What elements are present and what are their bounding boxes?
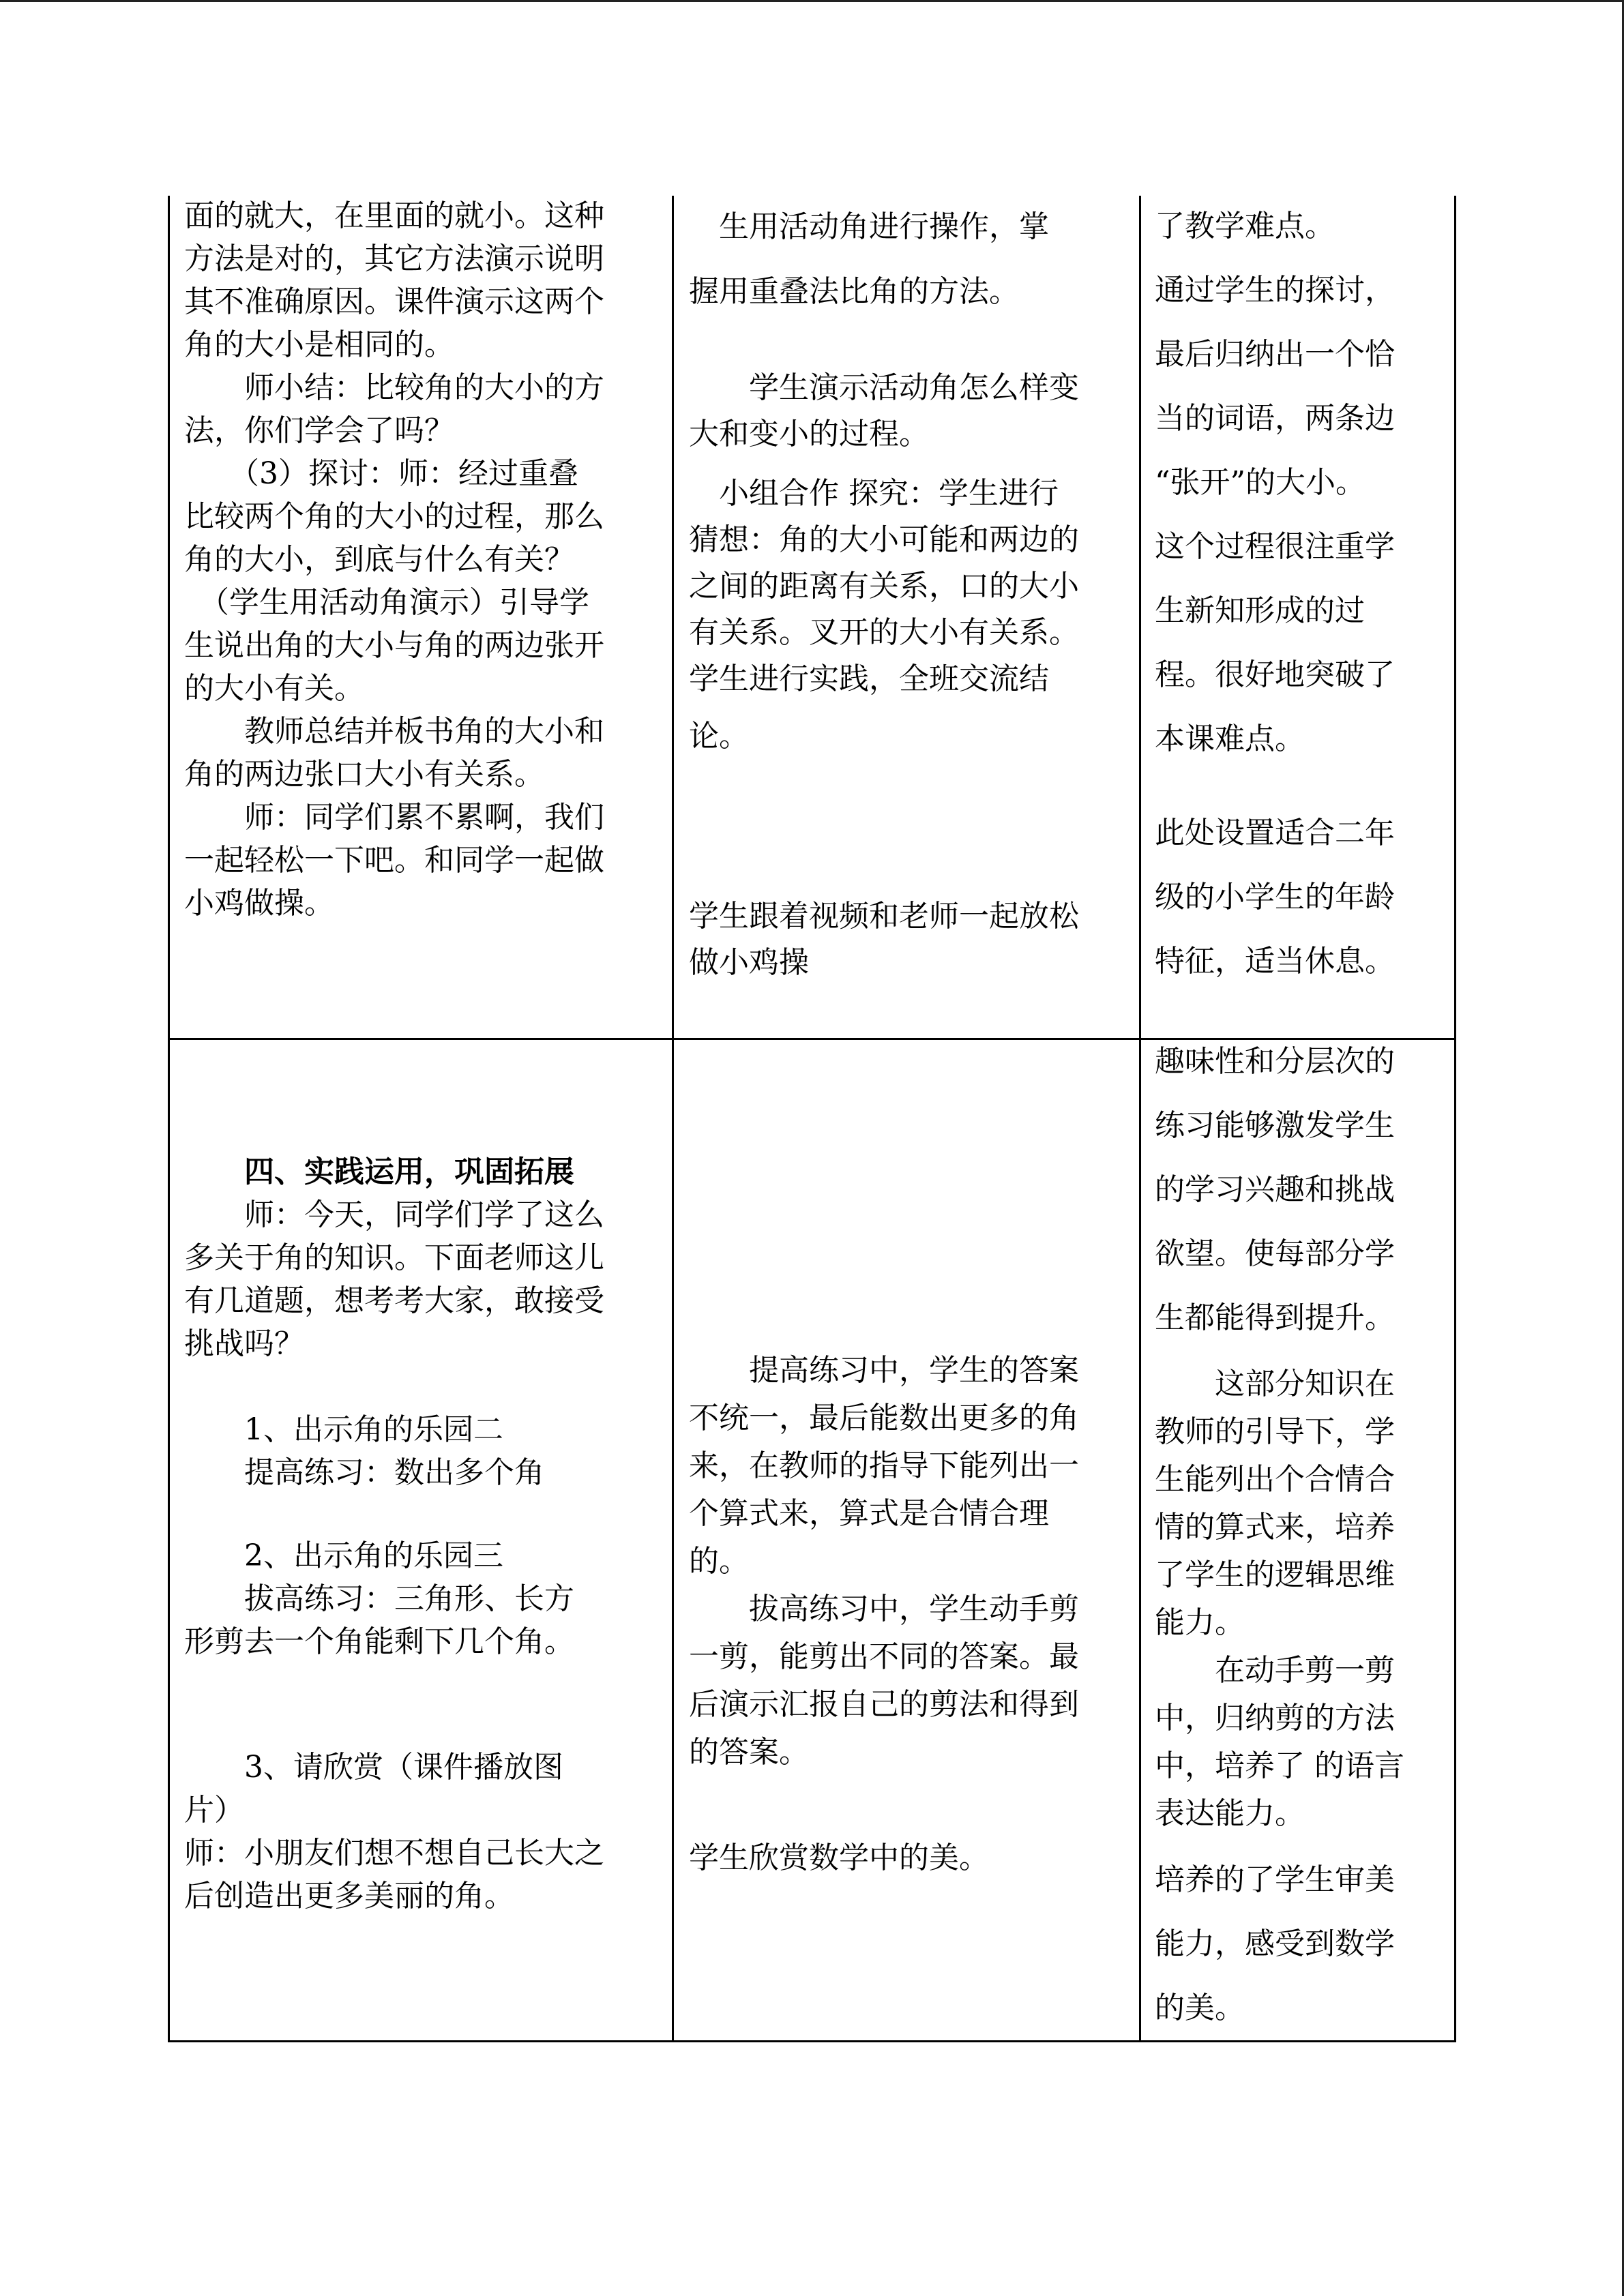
text-line: 学生欣赏数学中的美。 — [689, 1840, 989, 1875]
text-line: 拔高练习：三角形、长方 — [184, 1581, 574, 1616]
text-line: 培养的了学生审美 — [1155, 1862, 1395, 1897]
text-line: 不统一，最后能数出更多的角 — [689, 1401, 1079, 1435]
text-line: 后创造出更多美丽的角。 — [184, 1879, 514, 1913]
text-line: 拔高练习中，学生动手剪 — [689, 1592, 1079, 1626]
row1-teacher-activity — [184, 194, 665, 925]
text-line: 论。 — [689, 719, 749, 754]
text-line: 此处设置适合二年 — [1155, 816, 1395, 850]
text-line: 猜想：角的大小可能和两边的 — [689, 522, 1079, 557]
text-line: 握用重叠法比角的方法。 — [689, 274, 1019, 309]
text-line: 生能列出个合情合 — [1155, 1462, 1395, 1497]
row1-design-intent-p1 — [1155, 194, 1448, 771]
text-line: 方法是对的，其它方法演示说明 — [184, 241, 604, 276]
text-line: 当的词语，两条边 — [1155, 401, 1395, 436]
text-line: 中，归纳剪的方法 — [1155, 1701, 1395, 1735]
row2-teacher-activity-p1 — [184, 1193, 665, 1365]
row1-student-activity-p2 — [689, 365, 1132, 458]
text-line: 表达能力。 — [1155, 1796, 1305, 1831]
text-line: 提高练习：数出多个角 — [184, 1455, 544, 1490]
section-heading: 四、实践运用，巩固拓展 — [184, 1154, 574, 1189]
text-line: 角的大小是相同的。 — [184, 327, 454, 362]
text-line: 3、请欣赏（课件播放图 — [184, 1750, 563, 1785]
text-line: 欲望。使每部分学 — [1155, 1236, 1395, 1271]
text-line: 师：同学们累不累啊，我们 — [184, 800, 604, 835]
text-line: 做小鸡操 — [689, 945, 809, 980]
text-line: 本课难点。 — [1155, 721, 1305, 756]
text-line: 的美。 — [1155, 1991, 1245, 2025]
text-line: 小组合作 探究：学生进行 — [689, 476, 1059, 511]
text-line: 其不准确原因。课件演示这两个 — [184, 284, 604, 319]
text-line: 大和变小的过程。 — [689, 417, 929, 451]
text-line: 生说出角的大小与角的两边张开 — [184, 628, 604, 663]
text-line: 来，在教师的指导下能列出一 — [689, 1448, 1079, 1483]
text-line: 生新知形成的过 — [1155, 593, 1365, 628]
text-line: 角的两边张口大小有关系。 — [184, 757, 544, 792]
text-line: 学生演示活动角怎么样变 — [689, 370, 1079, 405]
row2-teacher-activity-p2 — [184, 1408, 665, 1494]
row1-design-intent-p2 — [1155, 801, 1448, 994]
text-line: 趣味性和分层次的 — [1155, 1044, 1395, 1079]
text-line: 生用活动角进行操作，掌 — [689, 209, 1049, 244]
text-line: 1、出示角的乐园二 — [184, 1412, 503, 1447]
text-line: 了教学难点。 — [1155, 209, 1335, 243]
text-line: 通过学生的探讨， — [1155, 273, 1395, 308]
text-line: 了学生的逻辑思维 — [1155, 1557, 1395, 1592]
text-line: 师：今天，同学们学了这么 — [184, 1197, 604, 1232]
row2-design-intent-p3 — [1155, 1848, 1448, 2040]
text-line: 后演示汇报自己的剪法和得到 — [689, 1687, 1079, 1722]
text-line: 这部分知识在 — [1155, 1367, 1395, 1401]
table-bottom-border — [168, 2040, 1456, 2042]
table-col-divider-1 — [672, 196, 674, 2042]
text-line: 的学习兴趣和挑战 — [1155, 1172, 1395, 1207]
text-line: 一起轻松一下吧。和同学一起做 — [184, 843, 604, 878]
text-line: 最后归纳出一个恰 — [1155, 337, 1395, 372]
row1-student-activity-p1 — [689, 194, 1132, 324]
text-line: 角的大小，到底与什么有关？ — [184, 542, 574, 577]
text-line: 的答案。 — [689, 1735, 809, 1770]
row2-teacher-activity-p3 — [184, 1534, 665, 1663]
page-top-border — [0, 0, 1624, 2]
text-line: 片） — [184, 1793, 244, 1828]
text-line: 情的算式来，培养 — [1155, 1510, 1395, 1545]
text-line: 挑战吗？ — [184, 1326, 304, 1361]
text-line: 小鸡做操。 — [184, 886, 334, 921]
text-line: 生都能得到提升。 — [1155, 1300, 1395, 1335]
row2-design-intent-p1 — [1155, 1030, 1448, 1350]
text-line: 学生进行实践，全班交流结 — [689, 661, 1049, 696]
text-line: 师：小朋友们想不想自己长大之 — [184, 1836, 604, 1870]
text-line: 师小结：比较角的大小的方 — [184, 370, 604, 405]
text-line: 法，你们学会了吗？ — [184, 413, 454, 448]
row1-student-activity-p4 — [689, 893, 1132, 986]
text-line: 提高练习中，学生的答案 — [689, 1353, 1079, 1388]
row2-teacher-activity-heading — [184, 1150, 665, 1193]
text-line: （学生用活动角演示）引导学 — [184, 585, 589, 620]
text-line: 比较两个角的大小的过程，那么 — [184, 499, 604, 534]
text-line: 这个过程很注重学 — [1155, 529, 1395, 564]
text-line: 能力，感受到数学 — [1155, 1926, 1395, 1961]
text-line: 中，培养了 的语言 — [1155, 1748, 1404, 1783]
text-line: 级的小学生的年龄 — [1155, 880, 1395, 914]
text-line: 程。很好地突破了 — [1155, 657, 1395, 692]
text-line: 在动手剪一剪 — [1155, 1653, 1395, 1688]
text-line: 有几道题，想考考大家，敢接受 — [184, 1283, 604, 1318]
table-col-divider-2 — [1139, 196, 1141, 2042]
text-line: 多关于角的知识。下面老师这儿 — [184, 1240, 604, 1275]
row2-student-activity-p1 — [689, 1347, 1132, 1776]
text-line: “张开”的大小。 — [1155, 465, 1365, 500]
text-line: 面的就大，在里面的就小。这种 — [184, 198, 604, 233]
text-line: 特征，适当休息。 — [1155, 944, 1395, 979]
text-line: 教师总结并板书角的大小和 — [184, 714, 604, 749]
row1-student-activity-p3 — [689, 471, 1132, 771]
text-line: （3）探讨：师：经过重叠 — [184, 456, 578, 491]
row2-teacher-activity-p4 — [184, 1746, 665, 1918]
text-line: 练习能够激发学生 — [1155, 1108, 1395, 1143]
text-line: 学生跟着视频和老师一起放松 — [689, 899, 1079, 934]
text-line: 教师的引导下，学 — [1155, 1414, 1395, 1449]
text-line: 的。 — [689, 1544, 749, 1579]
table-right-border — [1454, 196, 1456, 2042]
text-line: 一剪，能剪出不同的答案。最 — [689, 1639, 1079, 1674]
text-line: 个算式来，算式是合情合理 — [689, 1496, 1049, 1531]
row2-design-intent-p2 — [1155, 1360, 1448, 1838]
text-line: 能力。 — [1155, 1605, 1245, 1640]
text-line: 之间的距离有关系，口的大小 — [689, 569, 1079, 603]
row2-student-activity-p2 — [689, 1834, 1132, 1882]
text-line: 2、出示角的乐园三 — [184, 1538, 503, 1573]
text-line: 有关系。叉开的大小有关系。 — [689, 615, 1079, 650]
table-left-border — [168, 196, 170, 2042]
text-line: 形剪去一个角能剩下几个角。 — [184, 1624, 574, 1659]
text-line: 的大小有关。 — [184, 671, 364, 706]
